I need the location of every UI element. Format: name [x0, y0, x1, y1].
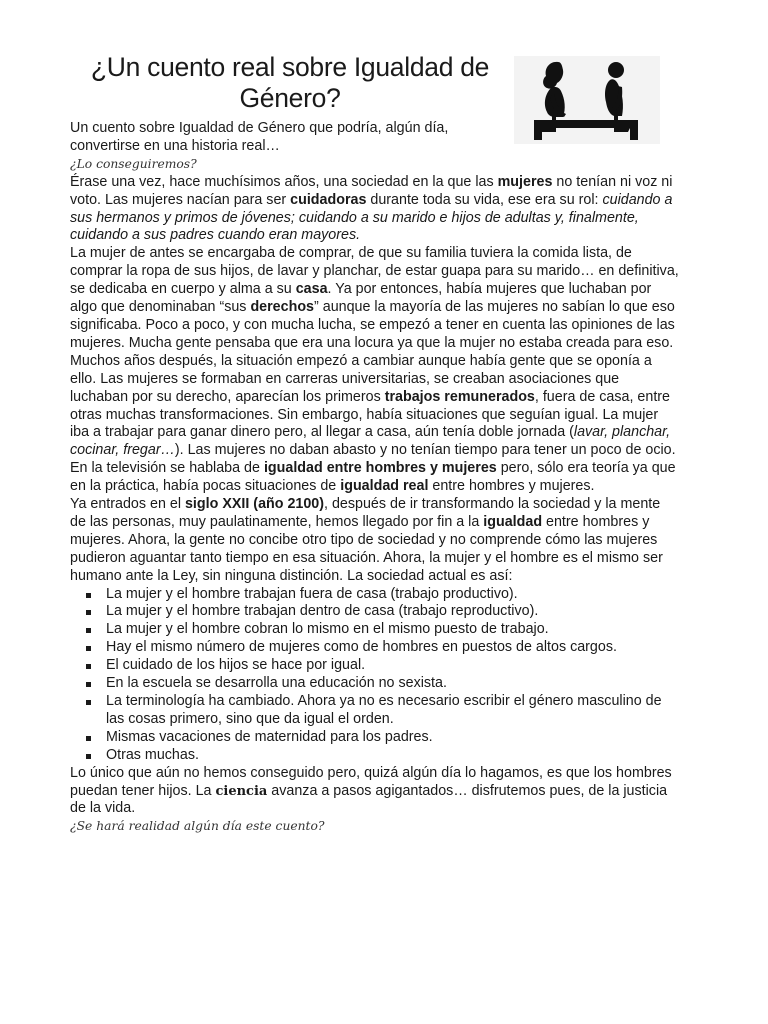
italic-text: cuidando a sus hermanos y primos de jóvenes; cuidando a su marido e hijos de adultas y, finalmente, cuidando a sus padres cuando eran mayores. — [70, 191, 673, 244]
text: . Ya por entonces, había mujeres que luchaban por algo que denominaban “sus — [70, 281, 652, 316]
list-item: La terminología ha cambiado. Ahora ya no es necesario escribir el género masculino de las cosas primero, sino que da igual el orden. — [106, 693, 680, 729]
list-item: Mismas vacaciones de maternidad para los padres. — [106, 729, 680, 747]
list-item: La mujer y el hombre cobran lo mismo en el mismo puesto de trabajo. — [106, 621, 680, 639]
text: La mujer de antes se encargaba de comprar, de que su familia tuviera la comida lista, de comprar la ropa de sus hijos, de lavar y planchar, de estar guapa para su marido… en definitiva, se dedicaba en cuerpo y alma a su — [70, 245, 679, 298]
bold-text: igualdad real — [340, 478, 429, 495]
list-item: Hay el mismo número de mujeres como de hombres en puestos de altos cargos. — [106, 639, 680, 657]
intro-paragraph: Un cuento sobre Igualdad de Género que podría, algún día, convertirse en una historia real… — [70, 120, 449, 154]
text: pero, sólo era teoría ya que en la práctica, había pocas situaciones de — [70, 460, 676, 495]
paragraph-5 — [70, 765, 680, 819]
paragraph-1 — [70, 174, 680, 246]
document-body — [70, 120, 680, 836]
equality-list — [70, 586, 680, 765]
bold-text: derechos — [250, 299, 315, 316]
question-1: ¿Lo conseguiremos? — [70, 156, 197, 171]
document-title: ¿Un cuento real sobre Igualdad de Género? — [90, 52, 490, 113]
text: Érase una vez, hace muchísimos años, una sociedad en la que las — [70, 173, 498, 190]
bold-text: mujeres — [497, 173, 553, 190]
text: no tenían ni voz ni voto. Las mujeres nacían para ser — [70, 173, 673, 208]
bold-text: igualdad — [483, 513, 543, 530]
list-item: El cuidado de los hijos se hace por igual. — [106, 657, 680, 675]
text: , después de ir transformando la sociedad y la mente de las personas, muy paulatinamente, hemos llegado por fin a la — [70, 496, 661, 530]
list-item: La mujer y el hombre trabajan fuera de casa (trabajo productivo). — [106, 586, 680, 604]
text: durante toda su vida, ese era su rol: — [366, 191, 603, 208]
text: avanza a pasos agigantados… disfrutemos pues, de la justicia de la vida. — [70, 782, 668, 817]
bold-text: casa — [295, 281, 328, 298]
list-item: Otras muchas. — [106, 747, 680, 765]
bold-text: ciencia — [215, 783, 268, 799]
text: Ya entrados en el — [70, 496, 185, 513]
bold-text: trabajos remunerados — [384, 388, 535, 405]
text: entre hombres y mujeres. Ahora, la gente no concibe otro tipo de sociedad y no comprende cómo las mujeres pudieron aguantar tanto tiempo en esa situación. Ahora, la mujer y el hombre es el mismo ser humano ante la Ley, sin ninguna distinción. La sociedad actual es así: — [70, 513, 663, 584]
document-page — [70, 52, 680, 836]
text: Lo único que aún no hemos conseguido pero, quizá algún día lo hagamos, es que los hombres puedan tener hijos. La — [70, 764, 672, 799]
bold-text: cuidadoras — [290, 191, 367, 208]
man-and-woman-sitting-back-to-back-icon — [506, 52, 668, 148]
text: Muchos años después, la situación empezó a cambiar aunque había gente que se oponía a ello. Las mujeres se formaban en carreras universitarias, se creaban asociaciones que luchaban por su derecho, aparecían los primeros — [70, 352, 652, 405]
paragraph-4 — [70, 496, 680, 586]
text: , fuera de casa, entre otras muchas transformaciones. Sin embargo, había situaciones que seguían igual. La mujer iba a trabajar para ganar dinero pero, al llegar a casa, aún tenía doble jornada ( — [70, 388, 670, 441]
text: ). Las mujeres no daban abasto y no tenían tiempo para tener un poco de ocio. En la televisión se hablaba de — [70, 442, 676, 477]
text: ” aunque la mayoría de las mujeres no sabían lo que eso significaba. Poco a poco, y con mucha lucha, se empezó a tener en cuenta las opiniones de las mujeres. Mucha gente pensaba que era una locura ya que la mujer no estaba creada para eso. — [70, 299, 675, 351]
italic-text: lavar, planchar, cocinar, fregar… — [70, 424, 671, 459]
paragraph-3 — [70, 353, 680, 496]
bold-text: siglo XXII (año 2100) — [184, 496, 325, 513]
question-2: ¿Se hará realidad algún día este cuento? — [70, 819, 325, 834]
paragraph-2 — [70, 245, 680, 352]
bold-text: igualdad entre hombres y mujeres — [263, 460, 497, 477]
text: entre hombres y mujeres. — [428, 478, 595, 495]
list-item: La mujer y el hombre trabajan dentro de casa (trabajo reproductivo). — [106, 603, 680, 621]
list-item: En la escuela se desarrolla una educación no sexista. — [106, 675, 680, 693]
